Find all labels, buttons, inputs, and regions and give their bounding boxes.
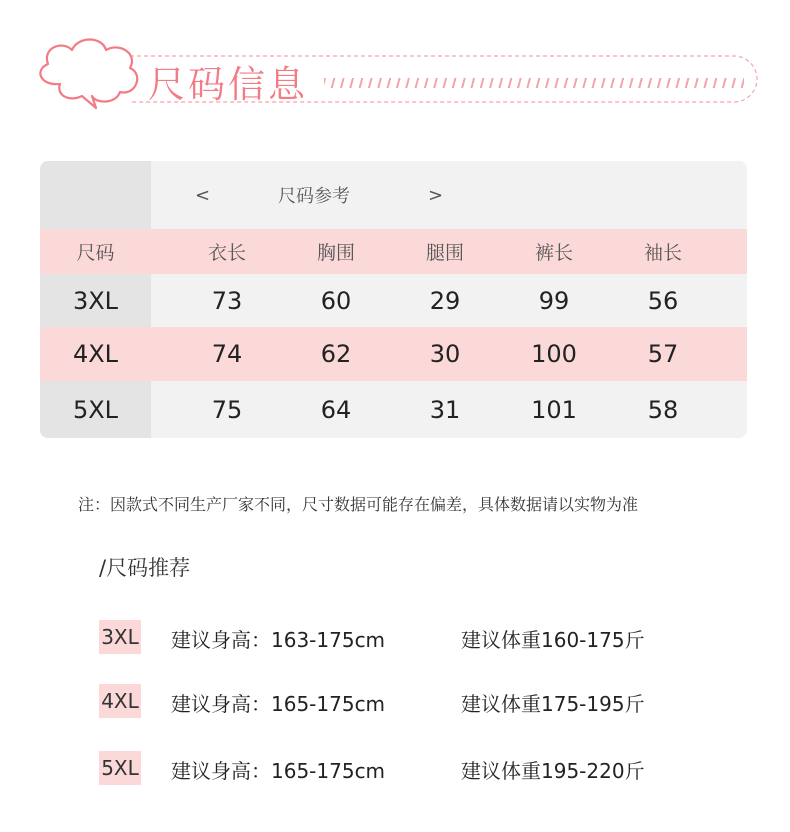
table-cell: 56: [647, 286, 679, 315]
cloud-icon: [40, 40, 137, 109]
prev-arrow-button[interactable]: <: [195, 184, 211, 206]
column-header: 裤长: [534, 242, 573, 264]
table-cell: 29: [429, 286, 461, 315]
table-cell: 31: [429, 395, 461, 424]
column-header: 袖长: [643, 242, 682, 264]
section-title: 尺码信息: [148, 63, 308, 106]
table-cell: 101: [531, 395, 577, 424]
recommend-weight: 建议体重160-175斤: [461, 628, 645, 652]
size-badge: 5XL: [99, 751, 141, 785]
table-cell: 62: [320, 340, 352, 368]
recommend-item: [99, 684, 719, 718]
table-cell: 100: [531, 340, 577, 368]
disclaimer-note: 注：因款式不同生产厂家不同，尺寸数据可能存在偏差，具体数据请以实物为准: [78, 495, 639, 514]
section-header: [34, 34, 758, 114]
size-chart-table: [40, 161, 747, 438]
recommend-item: [99, 620, 719, 654]
column-header: 尺码: [76, 242, 115, 264]
recommend-height: 建议身高：165-175cm: [171, 692, 386, 716]
size-badge: 3XL: [99, 620, 141, 654]
table-cell: 60: [320, 286, 352, 315]
size-cell: 4XL: [72, 340, 119, 368]
recommend-height: 建议身高：165-175cm: [171, 759, 386, 783]
table-row: [40, 274, 747, 327]
recommend-weight: 建议体重175-195斤: [461, 692, 645, 716]
table-row: [40, 381, 747, 438]
recommend-title: /尺码推荐: [99, 556, 191, 580]
size-cell: 5XL: [40, 381, 151, 438]
header-frame: [34, 34, 758, 114]
size-cell: 3XL: [40, 274, 151, 327]
table-cell: 73: [211, 286, 243, 315]
nav-row-corner: [40, 161, 151, 229]
column-header: 衣长: [207, 242, 246, 264]
table-caption: 尺码参考: [278, 186, 350, 207]
table-row: [40, 327, 747, 381]
recommend-height: 建议身高：163-175cm: [171, 628, 386, 652]
table-cell: 99: [538, 286, 570, 315]
next-arrow-button[interactable]: >: [428, 184, 444, 206]
table-cell: 74: [211, 340, 243, 368]
column-header: 胸围: [316, 242, 355, 264]
column-header: 腿围: [425, 242, 464, 264]
size-badge: 4XL: [99, 684, 141, 718]
table-cell: 58: [647, 395, 679, 424]
table-header-row: [40, 229, 747, 274]
recommend-weight: 建议体重195-220斤: [461, 759, 645, 783]
table-cell: 57: [647, 340, 679, 368]
table-cell: 75: [211, 395, 243, 424]
decorative-stripes: [324, 78, 744, 88]
table-cell: 64: [320, 395, 352, 424]
table-cell: 30: [429, 340, 461, 368]
table-nav-row: [40, 161, 747, 229]
recommend-item: [99, 751, 719, 785]
